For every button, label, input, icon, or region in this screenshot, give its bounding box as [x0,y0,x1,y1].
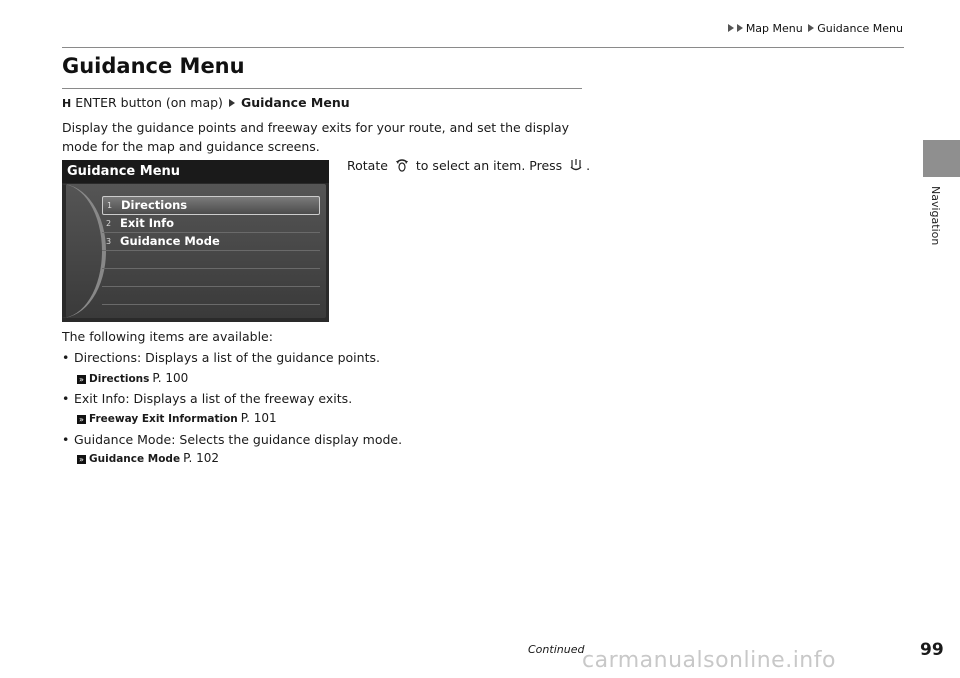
path-prefix: ENTER button (on map) [75,95,223,110]
menu-empty-row [102,251,320,269]
screen-title: Guidance Menu [62,160,329,183]
menu-item-directions[interactable]: 1 Directions [102,196,320,215]
home-icon: H [62,97,72,110]
page-reference[interactable]: » Directions P. 100 [77,371,188,385]
reference-arrow-icon: » [77,415,86,424]
arrow-icon [728,24,734,32]
list-item: • Exit Info: Displays a list of the freeway exits. [62,391,353,406]
page-number: 99 [920,640,944,660]
menu-item-guidance-mode[interactable]: 3 Guidance Mode [102,233,320,251]
reference-arrow-icon: » [77,375,86,384]
description: Display the guidance points and freeway exits for your route, and set the display mode for the map and guidance screens. [62,120,570,154]
header-divider [62,47,904,48]
list-item: • Guidance Mode: Selects the guidance display mode. [62,432,403,447]
breadcrumb-item[interactable]: Guidance Menu [817,22,903,35]
instruction: Rotate to select an item. Press . [347,158,591,173]
section-tab [923,140,960,177]
path-destination: Guidance Menu [240,95,350,110]
arrow-icon [229,99,235,107]
menu-empty-row [102,269,320,287]
arrow-icon [808,24,814,32]
list-item: • Directions: Displays a list of the guidance points. [62,350,380,365]
watermark: carmanualsonline.info [582,648,836,673]
section-label: Navigation [929,186,942,246]
available-intro: The following items are available: [62,329,273,344]
breadcrumb [728,22,903,35]
continued-label: Continued [528,643,585,656]
breadcrumb-item[interactable]: Map Menu [745,22,803,35]
dial-arc [62,184,106,318]
reference-arrow-icon: » [77,455,86,464]
menu-list [102,196,320,305]
access-path [62,95,350,110]
rotate-knob-icon [395,158,409,172]
menu-item-exit-info[interactable]: 2 Exit Info [102,215,320,233]
menu-empty-row [102,287,320,305]
press-knob-icon [569,158,583,172]
arrow-icon [737,24,743,32]
title-divider [62,88,582,89]
screen-body [66,184,326,318]
page-reference[interactable]: » Freeway Exit Information P. 101 [77,411,277,425]
page-title: Guidance Menu [62,54,245,78]
guidance-menu-screenshot [62,160,329,322]
page-reference[interactable]: » Guidance Mode P. 102 [77,451,219,465]
